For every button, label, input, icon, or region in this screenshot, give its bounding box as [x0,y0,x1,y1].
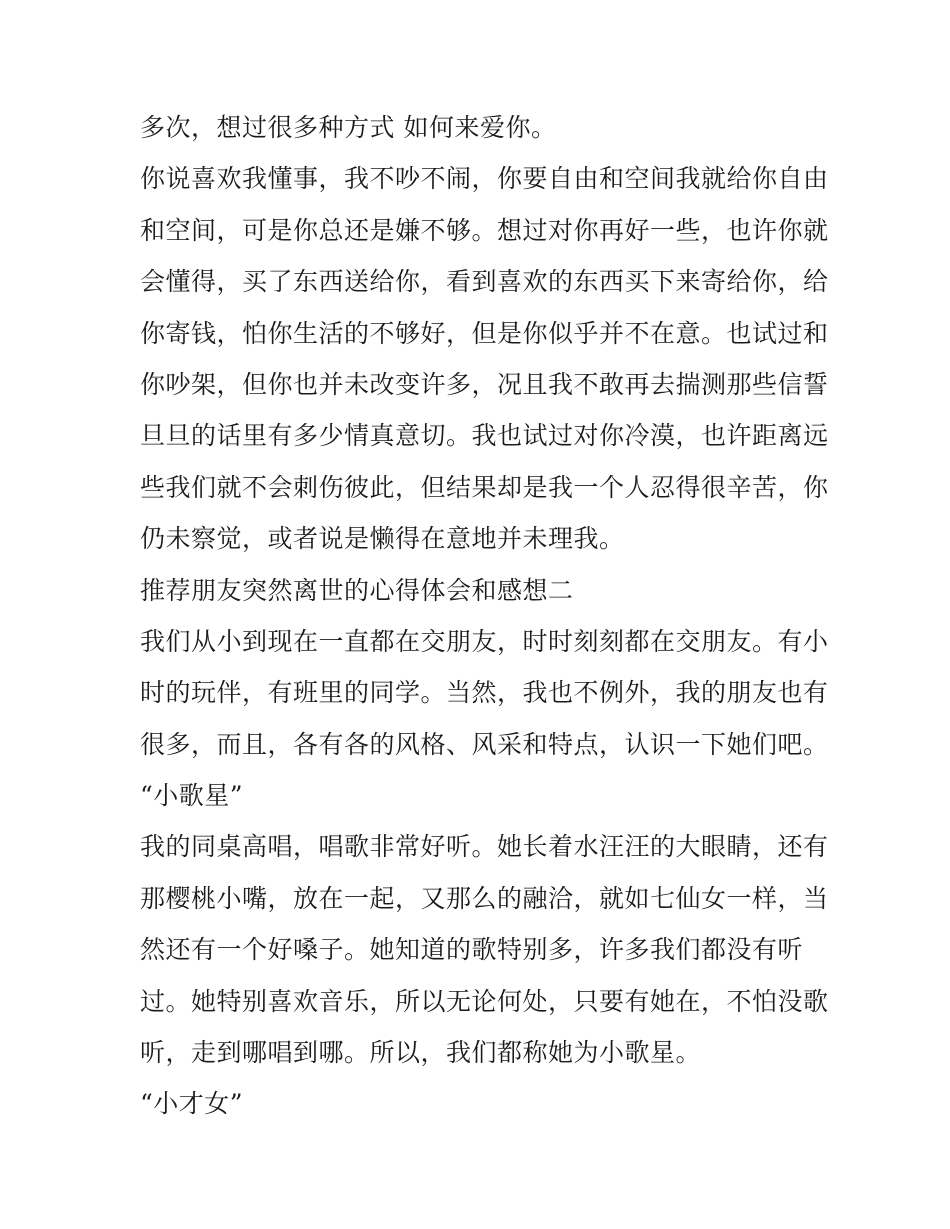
text-line: 多次，想过很多种方式 如何来爱你。 [140,113,557,142]
document-body [140,102,829,1130]
text-line: 过。她特别喜欢音乐，所以无论何处，只要有她在，不怕没歌 [140,986,829,1016]
text-line: 你吵架，但你也并未改变许多，况且我不敢再去揣测那些信誓 [140,369,829,399]
text-line: 和空间，可是你总还是嫌不够。想过对你再好一些，也许你就 [140,215,829,245]
text-line: 我的同桌高唱，唱歌非常好听。她长着水汪汪的大眼睛，还有 [140,832,829,862]
text-line: 然还有一个好嗓子。她知道的歌特别多，许多我们都没有听 [140,935,804,965]
text-line: 你说喜欢我懂事，我不吵不闹，你要自由和空间我就给你自由 [140,164,829,194]
text-line: 我们从小到现在一直都在交朋友，时时刻刻都在交朋友。有小 [140,626,829,656]
subheading-little-talent: “小才女” [140,1089,244,1119]
text-line: 你寄钱，怕你生活的不够好，但是你似乎并不在意。也试过和 [140,318,829,348]
text-line: 仍未察觉，或者说是懒得在意地并未理我。 [140,524,625,554]
section-heading: 推荐朋友突然离世的心得体会和感想二 [140,575,574,605]
text-line: 听，走到哪唱到哪。所以，我们都称她为小歌星。 [140,1038,702,1068]
text-line: 旦旦的话里有多少情真意切。我也试过对你冷漠，也许距离远 [140,421,829,451]
subheading-little-singer: “小歌星” [140,781,244,811]
text-line: 那樱桃小嘴，放在一起，又那么的融洽，就如七仙女一样，当 [140,883,829,913]
text-line: 时的玩伴，有班里的同学。当然，我也不例外，我的朋友也有 [140,678,829,708]
text-line: 会懂得，买了东西送给你，看到喜欢的东西买下来寄给你，给 [140,267,829,297]
text-line: 很多，而且，各有各的风格、风采和特点，认识一下她们吧。 [140,729,829,759]
text-line: 些我们就不会刺伤彼此，但结果却是我一个人忍得很辛苦，你 [140,472,829,502]
